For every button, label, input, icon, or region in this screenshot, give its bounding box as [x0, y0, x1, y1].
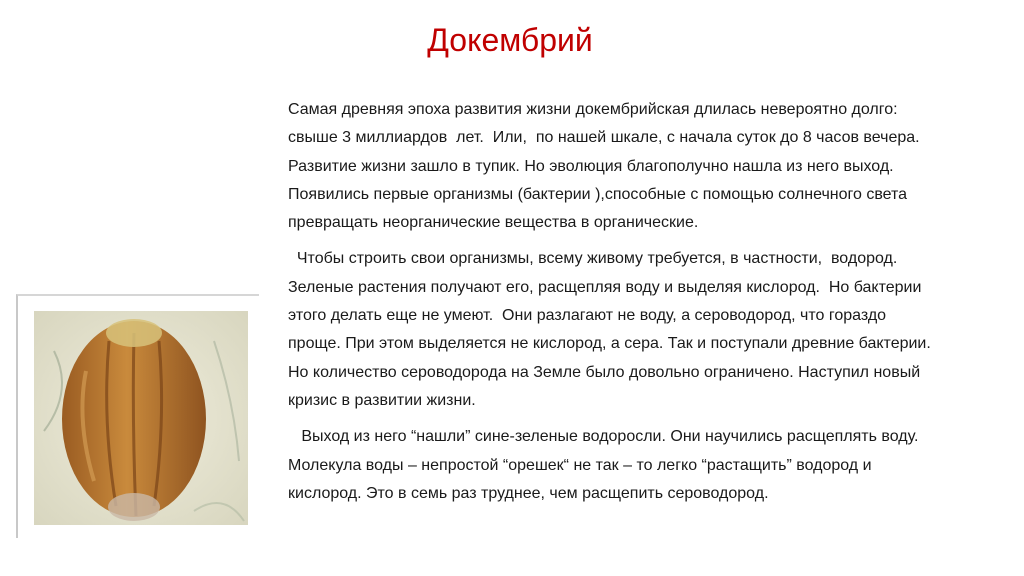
text-line: кислород. Это в семь раз труднее, чем расщепить сероводород.	[288, 484, 769, 502]
text-line: Молекула воды – непростой “орешек“ не так – то легко “растащить” водород и	[288, 456, 872, 474]
slide-body	[288, 96, 1008, 516]
paragraph-2	[288, 245, 1008, 415]
text-line: кризис в развитии жизни.	[288, 391, 476, 409]
text-line: Развитие жизни зашло в тупик. Но эволюция благополучно нашла из него выход.	[288, 157, 894, 175]
text-line: Чтобы строить свои организмы, всему живому требуется, в частности, водород.	[288, 250, 898, 268]
text-line: Зеленые растения получают его, расщепляя воду и выделяя кислород. Но бактерии	[288, 278, 922, 296]
cell-pole	[106, 319, 162, 347]
bacterium-illustration	[34, 311, 248, 525]
text-line: этого делать еще не умеют. Они разлагают не воду, а сероводород, что гораздо	[288, 307, 887, 325]
cell-pole	[108, 493, 160, 521]
text-line: свыше 3 миллиардов лет. Или, по нашей шкале, с начала суток до 8 часов вечера.	[288, 129, 920, 147]
text-line: Но количество сероводорода на Земле было довольно ограничено. Наступил новый	[288, 363, 921, 381]
text-line: превращать неорганические вещества в органические.	[288, 214, 699, 232]
text-line: проще. При этом выделяется не кислород, а сера. Так и поступали древние бактерии.	[288, 335, 931, 353]
bacterium-photo	[34, 311, 248, 525]
text-line: Самая древняя эпоха развития жизни докембрийская длилась невероятно долго:	[288, 101, 898, 118]
paragraph-3	[288, 423, 1008, 508]
paragraph-1	[288, 96, 1008, 237]
text-line: Выход из него “нашли” сине-зеленые водоросли. Они научились расщеплять воду.	[288, 428, 919, 446]
slide-title: Докембрий	[427, 22, 593, 58]
text-line: Появились первые организмы (бактерии ),способные с помощью солнечного света	[288, 185, 908, 203]
